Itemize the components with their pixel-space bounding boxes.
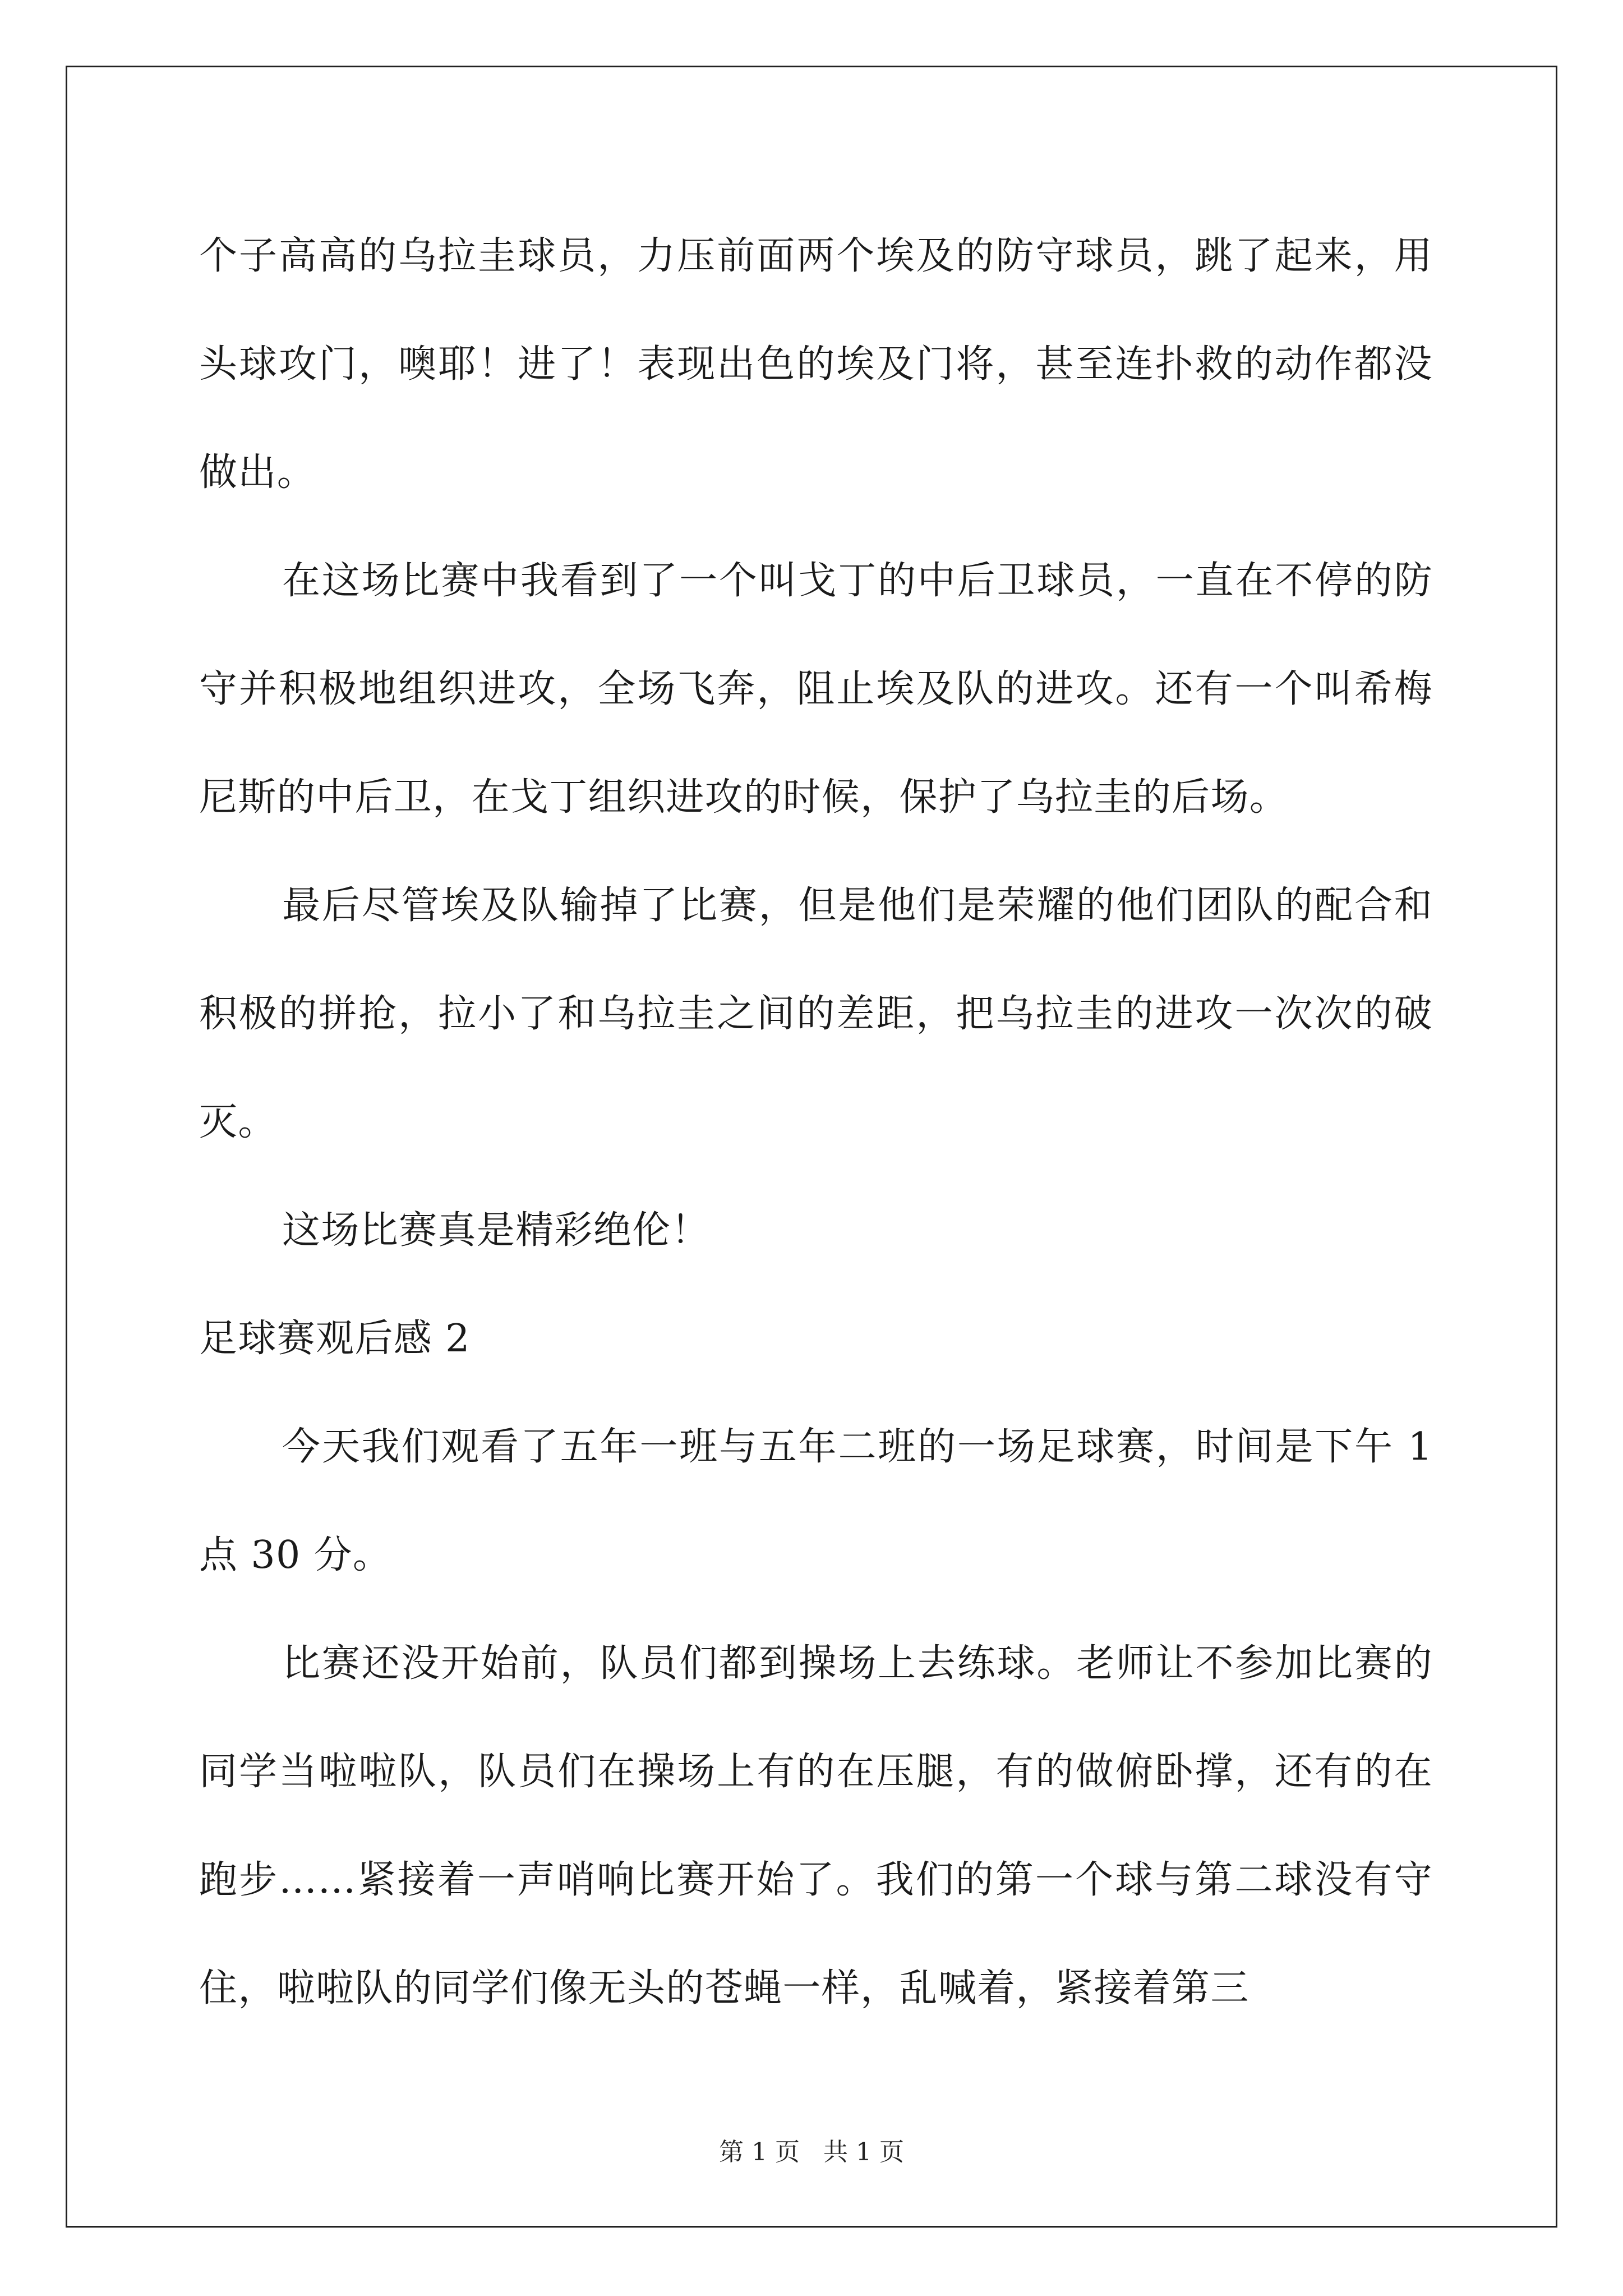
- section-title: 足球赛观后感 2: [199, 1317, 471, 1361]
- paragraph: 在这场比赛中我看到了一个叫戈丁的中后卫球员，一直在不停的防守并积极地组织进攻，全场飞奔，阻止埃及队的进攻。还有一个叫希梅尼斯的中后卫，在戈丁组织进攻的时候，保护了乌拉圭的后场。: [199, 559, 1433, 820]
- document-body: [199, 202, 1433, 2042]
- page-total: 共 1 页: [823, 2138, 904, 2166]
- page-footer: [0, 2132, 1623, 2168]
- paragraph: 这场比赛真是精彩绝伦！: [282, 1208, 710, 1253]
- paragraph: 最后尽管埃及队输掉了比赛，但是他们是荣耀的他们团队的配合和积极的拼抢，拉小了和乌拉圭之间的差距，把乌拉圭的进攻一次次的破灭。: [199, 884, 1433, 1144]
- paragraph: 今天我们观看了五年一班与五年二班的一场足球赛，时间是下午 1 点 30 分。: [199, 1425, 1433, 1577]
- page-number: 第 1 页: [719, 2138, 800, 2166]
- paragraph-continuation: 个子高高的乌拉圭球员，力压前面两个埃及的防守球员，跳了起来，用头球攻门，噢耶！进了！表现出色的埃及门将，甚至连扑救的动作都没做出。: [199, 234, 1433, 495]
- paragraph: 比赛还没开始前，队员们都到操场上去练球。老师让不参加比赛的同学当啦啦队，队员们在操场上有的在压腿，有的做俯卧撑，还有的在跑步……紧接着一声哨响比赛开始了。我们的第一个球与第二球没有守住，啦啦队的同学们像无头的苍蝇一样，乱喊着，紧接着第三: [199, 1641, 1433, 2010]
